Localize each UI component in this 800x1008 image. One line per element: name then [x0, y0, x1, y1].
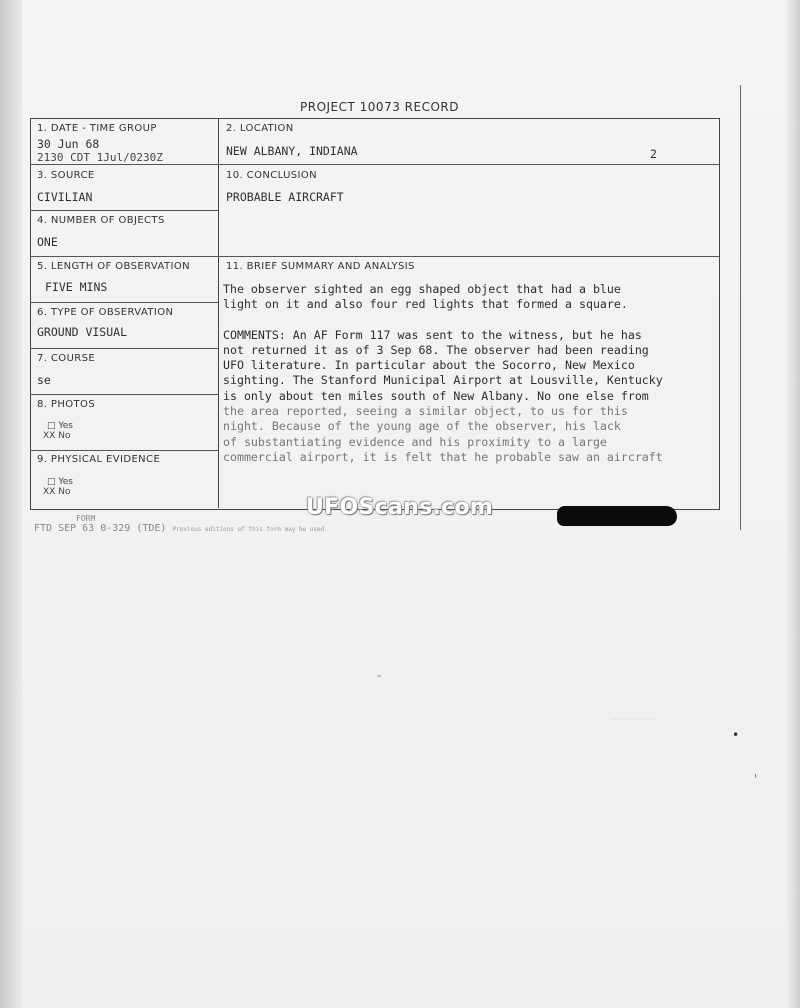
summary-line: The observer sighted an egg shaped object that had a blue — [223, 282, 621, 296]
number-of-objects-label: 4. NUMBER OF OBJECTS — [37, 215, 165, 226]
form-right-rule — [740, 85, 741, 530]
summary-line: commercial airport, it is felt that he probable saw an aircraft — [223, 449, 663, 464]
summary-line: is only about ten miles south of New Albany. No one else from — [223, 388, 649, 403]
bleed-through-dash: - — [375, 668, 384, 684]
type-of-observation-value: GROUND VISUAL — [37, 325, 128, 339]
form-id-text: FTD SEP 63 0-329 (TDE) — [34, 523, 167, 534]
redaction-block — [557, 506, 677, 526]
physical-evidence-yes-option — [47, 477, 160, 487]
date-time-group-label: 1. DATE - TIME GROUP — [37, 123, 157, 134]
course-label: 7. COURSE — [37, 353, 96, 364]
number-of-objects-field — [37, 215, 165, 249]
photos-yes-option — [47, 421, 95, 431]
source-label: 3. SOURCE — [37, 170, 95, 181]
summary-label: 11. BRIEF SUMMARY AND ANALYSIS — [226, 261, 415, 272]
photos-field — [37, 399, 95, 441]
edition-note: Previous editions of this form may be used. — [172, 526, 328, 533]
source-field — [37, 170, 95, 204]
row-divider — [30, 394, 218, 395]
length-of-observation-value: FIVE MINS — [45, 280, 108, 294]
conclusion-value: PROBABLE AIRCRAFT — [226, 190, 344, 204]
summary-line: sighting. The Stanford Municipal Airport at Lousville, Kentucky — [223, 373, 663, 388]
speck: • — [732, 728, 740, 742]
form-column-divider — [218, 118, 219, 508]
scan-right-edge — [786, 0, 800, 1008]
summary-line: COMMENTS: An AF Form 117 was sent to the witness, but he has — [223, 327, 642, 342]
summary-text-block — [223, 282, 718, 465]
date-time-group-field — [37, 123, 163, 164]
photos-label: 8. PHOTOS — [37, 399, 96, 410]
photos-yes-label: Yes — [58, 421, 73, 431]
summary-line: light on it and also four red lights that formed a square. — [223, 297, 628, 312]
row-divider — [30, 210, 218, 211]
form-label: FORM — [76, 514, 96, 523]
row-divider — [30, 450, 218, 451]
number-of-objects-value: ONE — [37, 235, 58, 249]
watermark-text: UFOScans.com — [306, 495, 494, 520]
page-number: 2 — [650, 147, 657, 161]
summary-line: of substantiating evidence and his proximity to a large — [223, 434, 607, 449]
checkbox-marked: XX — [43, 431, 56, 441]
record-title: PROJECT 10073 RECORD — [300, 100, 459, 114]
summary-line — [223, 313, 718, 328]
photos-no-option — [43, 431, 95, 441]
summary-line: UFO literature. In particular about the Socorro, New Mexico — [223, 358, 635, 373]
row-divider — [30, 302, 218, 303]
source-value: CIVILIAN — [37, 190, 93, 204]
physical-evidence-field — [37, 454, 160, 497]
type-of-observation-label: 6. TYPE OF OBSERVATION — [37, 307, 174, 318]
physical-evidence-no-option — [43, 487, 160, 497]
length-of-observation-field — [37, 261, 190, 294]
conclusion-field — [226, 170, 344, 204]
row-divider — [30, 164, 720, 165]
summary-line: night. Because of the young age of the observer, his lack — [223, 419, 621, 434]
row-divider — [30, 348, 218, 349]
type-of-observation-field — [37, 307, 173, 339]
checkbox-marked: XX — [43, 487, 56, 497]
physical-evidence-yes-label: Yes — [58, 477, 73, 487]
checkbox-empty-icon: □ — [47, 477, 56, 487]
photos-no-label: No — [58, 431, 71, 441]
conclusion-label: 10. CONCLUSION — [226, 170, 318, 181]
location-label: 2. LOCATION — [226, 123, 294, 134]
scan-left-edge — [0, 0, 22, 1008]
time-group-value: 2130 CDT 1Jul/0230Z — [37, 151, 163, 164]
row-divider — [30, 256, 720, 257]
location-field — [226, 123, 358, 158]
speck: ' — [752, 772, 760, 786]
physical-evidence-no-label: No — [58, 487, 71, 497]
date-value: 30 Jun 68 — [37, 137, 100, 151]
summary-line: not returned it as of 3 Sep 68. The observer had been reading — [223, 342, 649, 357]
summary-line: the area reported, seeing a similar object, to us for this — [223, 404, 628, 419]
bleed-through-mark: ~~~~~~ — [610, 712, 657, 727]
checkbox-empty-icon: □ — [47, 421, 56, 431]
course-value: se — [37, 373, 51, 387]
form-footer — [34, 514, 328, 534]
length-of-observation-label: 5. LENGTH OF OBSERVATION — [37, 261, 190, 272]
form-id — [34, 523, 328, 534]
course-field — [37, 353, 95, 387]
location-value: NEW ALBANY, INDIANA — [226, 144, 358, 158]
physical-evidence-label: 9. PHYSICAL EVIDENCE — [37, 454, 161, 465]
